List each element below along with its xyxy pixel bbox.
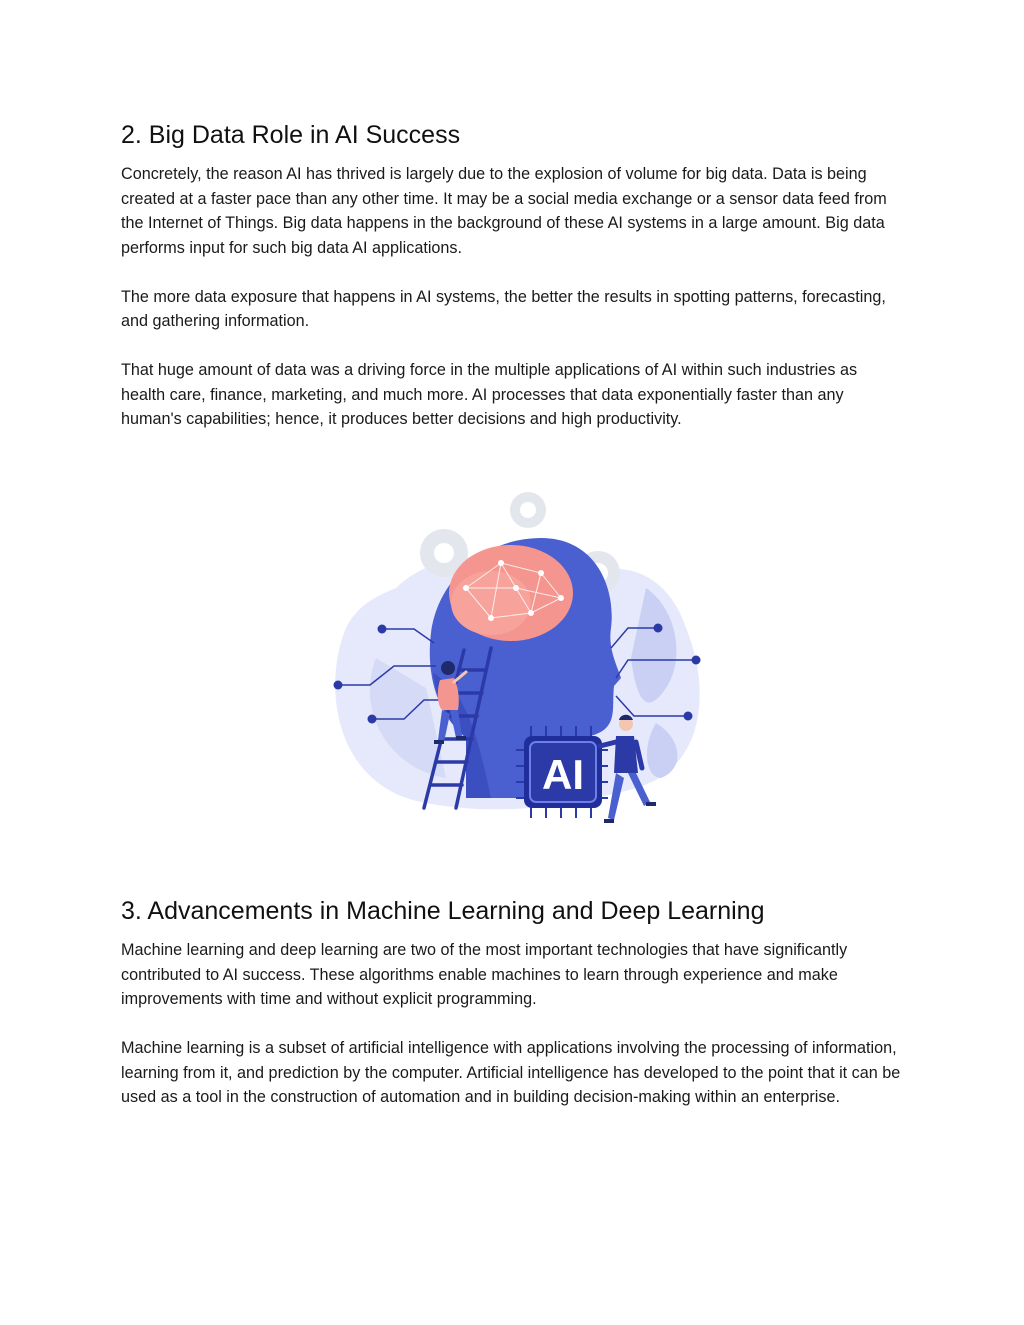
ai-chip-icon [516,726,608,818]
paragraph: Machine learning is a subset of artificial intelligence with applications involving the processing of information, learning from it, and prediction by the computer. Artificial intelligence has developed to the point that it can be used as a tool in the construction of automation and in building decision-making within an enterprise. [121,1039,901,1106]
section-heading: 3. Advancements in Machine Learning and Deep Learning [121,897,765,925]
ai-chip-label: AI [542,751,584,798]
paragraph: That huge amount of data was a driving force in the multiple applications of AI within such industries as health care, finance, marketing, and much more. AI processes that data exponentially faster than any human's capabilities; hence, it produces better decisions and high productivity. [121,361,858,428]
paragraph: Machine learning and deep learning are two of the most important technologies that have significantly contributed to AI success. These algorithms enable machines to learn through experience and make improvements with time and without explicit programming. [121,941,848,1008]
section-machine-learning [121,896,901,1110]
paragraph: The more data exposure that happens in AI systems, the better the results in spotting patterns, forecasting, and gathering information. [121,287,886,330]
ai-head-illustration [316,488,716,833]
brain-icon [449,545,573,641]
section-heading: 2. Big Data Role in AI Success [121,121,461,149]
section-big-data [121,120,901,432]
paragraph: Concretely, the reason AI has thrived is largely due to the explosion of volume for big data. Data is being created at a faster pace than any other time. It may be a social media exchange or a sensor data feed from the Internet of Things. Big data happens in the background of these AI systems in a large amount. Big data performs input for such big data AI applications. [121,165,887,257]
